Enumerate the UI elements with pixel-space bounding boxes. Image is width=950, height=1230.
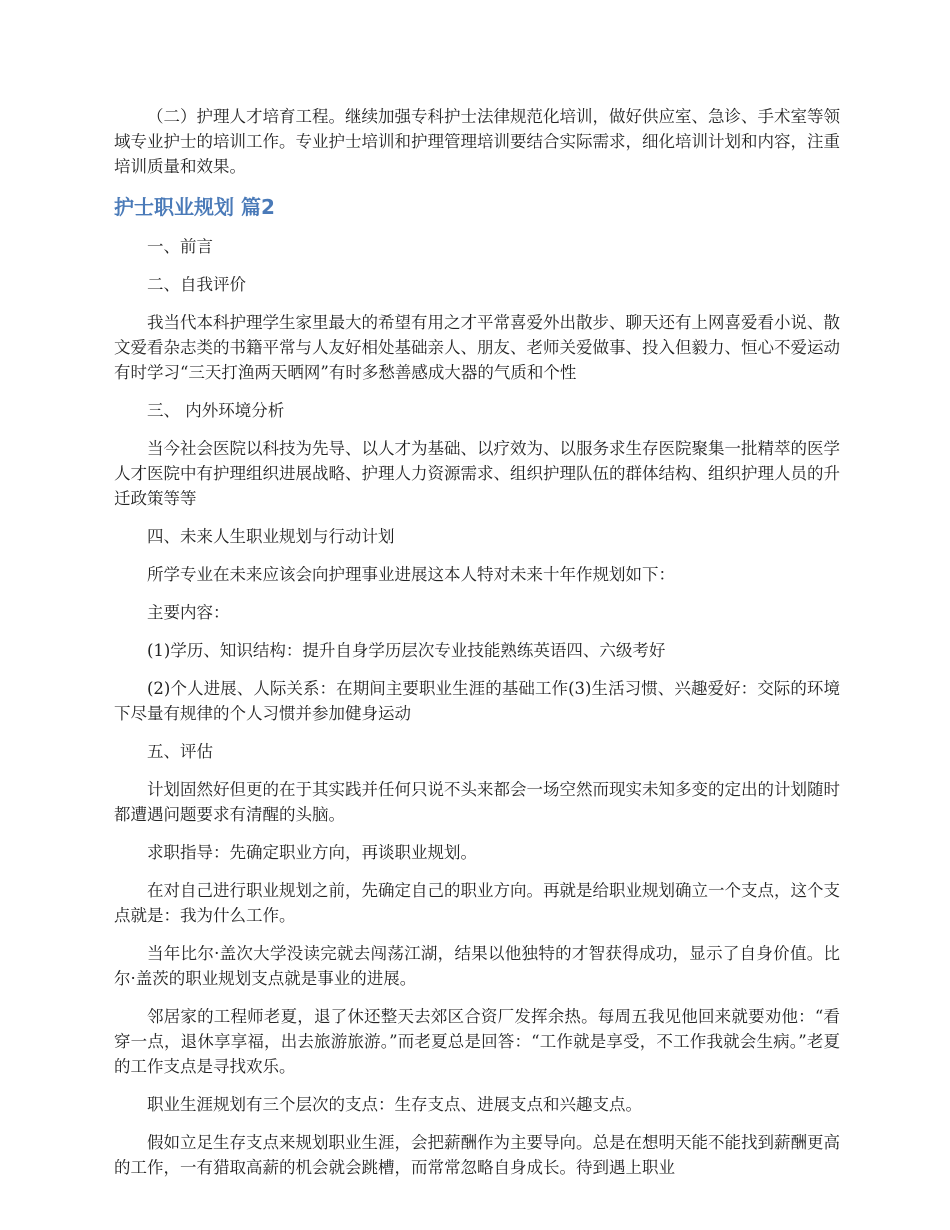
paragraph-environment: 当今社会医院以科技为先导、以人才为基础、以疗效为、以服务求生存医院聚集一批精萃的医学人才医院中有护理组织进展战略、护理人力资源需求、组织护理队伍的群体结构、组织护理人员的升迁政策等等 xyxy=(114,439,840,508)
section-heading: 护士职业规划 篇2 xyxy=(114,195,275,219)
paragraph-item-2-3: (2)个人进展、人际关系：在期间主要职业生涯的基础工作(3)生活习惯、兴趣爱好：交际的环境下尽量有规律的个人习惯并参加健身运动 xyxy=(114,679,840,723)
paragraph-career-direction: 在对自己进行职业规划之前，先确定自己的职业方向。再就是给职业规划确立一个支点，这个支点就是：我为什么工作。 xyxy=(114,881,840,925)
paragraph-bill-gates: 当年比尔·盖次大学没读完就去闯荡江湖，结果以他独特的才智获得成功，显示了自身价值。比尔·盖茨的职业规划支点就是事业的进展。 xyxy=(114,944,840,988)
paragraph-main-content: 主要内容： xyxy=(147,603,230,622)
paragraph-foreword-heading: 一、前言 xyxy=(147,237,213,256)
paragraph-neighbor-engineer: 邻居家的工程师老夏，退了休还整天去郊区合资厂发挥余热。每周五我见他回来就要劝他：“看穿一点，退休享享福，出去旅游旅游。”而老夏总是回答：“工作就是享受，不工作我就会生病。”老夏的工作支点是寻找欢乐。 xyxy=(114,1007,840,1076)
paragraph-environment-heading: 三、 内外环境分析 xyxy=(147,401,285,420)
document-page xyxy=(114,104,840,1193)
paragraph-item-1: (1)学历、知识结构：提升自身学历层次专业技能熟练英语四、六级考好 xyxy=(147,641,666,660)
paragraph-survival-fulcrum: 假如立足生存支点来规划职业生涯，会把薪酬作为主要导向。总是在想明天能不能找到薪酬更高的工作，一有猎取高薪的机会就会跳槽，而常常忽略自身成长。待到遇上职业 xyxy=(114,1133,840,1177)
paragraph-plan-intro: 所学专业在未来应该会向护理事业进展这本人特对未来十年作规划如下： xyxy=(147,565,675,584)
paragraph-plan-heading: 四、未来人生职业规划与行动计划 xyxy=(147,527,395,546)
paragraph-assessment-heading: 五、评估 xyxy=(147,742,213,761)
paragraph-self-evaluation-heading: 二、自我评价 xyxy=(147,275,246,294)
paragraph-self-evaluation: 我当代本科护理学生家里最大的希望有用之才平常喜爱外出散步、聊天还有上网喜爱看小说、散文爱看杂志类的书籍平常与人友好相处基础亲人、朋友、老师关爱做事、投入但毅力、恒心不爱运动有时学习“三天打渔两天晒网”有时多愁善感成大器的气质和个性 xyxy=(114,313,840,382)
intro-paragraph: （二）护理人才培育工程。继续加强专科护士法律规范化培训，做好供应室、急诊、手术室等领域专业护士的培训工作。专业护士培训和护理管理培训要结合实际需求，细化培训计划和内容，注重培训质量和效果。 xyxy=(114,107,840,176)
paragraph-assessment: 计划固然好但更的在于其实践并任何只说不头来都会一场空然而现实未知多变的定出的计划随时都遭遇问题要求有清醒的头脑。 xyxy=(114,780,840,824)
paragraph-job-guidance: 求职指导：先确定职业方向，再谈职业规划。 xyxy=(147,843,477,862)
paragraph-three-levels: 职业生涯规划有三个层次的支点：生存支点、进展支点和兴趣支点。 xyxy=(147,1095,642,1114)
